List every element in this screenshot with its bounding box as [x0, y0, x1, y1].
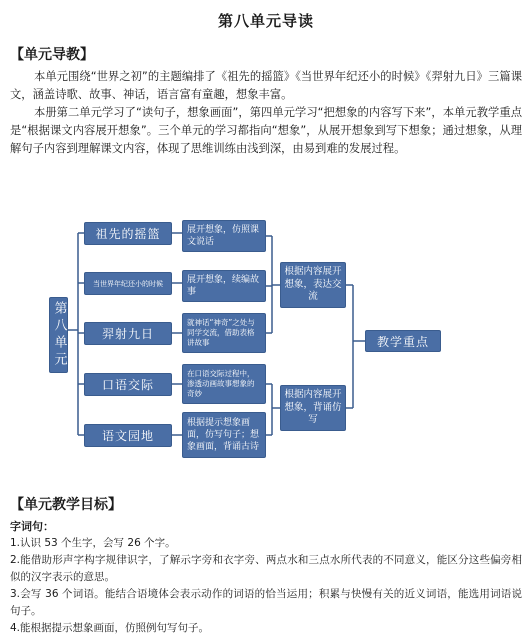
group-node-1: 根据内容展开想象，表达交流: [280, 262, 346, 308]
section-heading-teaching-goals: 【单元教学目标】: [10, 497, 122, 513]
section-heading-unit-guide: 【单元导教】: [10, 47, 94, 63]
goal-item-1: 1.认识 53 个生字，会写 26 个字。: [10, 537, 176, 549]
goal-item-2: 2.能借助形声字构字规律识字，了解示字旁和衣字旁、两点水和三点水所代表的不同意义，能区分这些偏旁相似的汉字表示的意思。: [10, 554, 522, 583]
lesson-note-4: 在口语交际过程中，渗透动画故事想象的奇妙: [182, 364, 266, 404]
lesson-note-5: 根据提示想象画面，仿写句子；想象画面，背诵古诗: [182, 412, 266, 458]
lesson-node-5: 语文园地: [84, 424, 172, 447]
goal-category-label: 字词句：: [10, 520, 54, 533]
mindmap-root: 第八单元: [49, 297, 68, 373]
lesson-node-2: 当世界年纪还小的时候: [84, 272, 172, 295]
goal-item-3: 3.会写 36 个词语。能结合语境体会表示动作的词语的恰当运用；积累与快慢有关的近义词语，能选用词语说句子。: [10, 588, 522, 617]
lesson-node-3: 羿射九日: [84, 322, 172, 345]
goal-item-4: 4.能根据提示想象画面，仿照例句写句子。: [10, 622, 210, 634]
lesson-note-1: 展开想象，仿照课文说话: [182, 220, 266, 252]
intro-paragraph-1: 本单元围绕“世界之初”的主题编排了《祖先的摇篮》《当世界年纪还小的时候》《羿射九日》三篇课文，涵盖诗歌、故事、神话，语言富有童趣，想象丰富。: [10, 70, 522, 101]
lesson-node-4: 口语交际: [84, 373, 172, 396]
lesson-note-2: 展开想象，续编故事: [182, 270, 266, 302]
key-point-node: 教学重点: [365, 330, 441, 352]
group-node-2: 根据内容展开想象，背诵仿写: [280, 385, 346, 431]
lesson-note-3: 就神话“神奇”之处与同学交流，借助表格讲故事: [182, 313, 266, 353]
intro-paragraph-2: 本册第二单元学习了“读句子，想象画面”，第四单元学习“把想象的内容写下来”，本单元教学重点是“根据课文内容展开想象”。三个单元的学习都指向“想象”，从展开想象到写下想象；通过想象，从理解句子内容到理解课文内容，体现了思维训练由浅到深，由易到难的发展过程。: [10, 106, 522, 155]
lesson-node-1: 祖先的摇篮: [84, 222, 172, 245]
page-title: 第八单元导读: [217, 12, 314, 30]
